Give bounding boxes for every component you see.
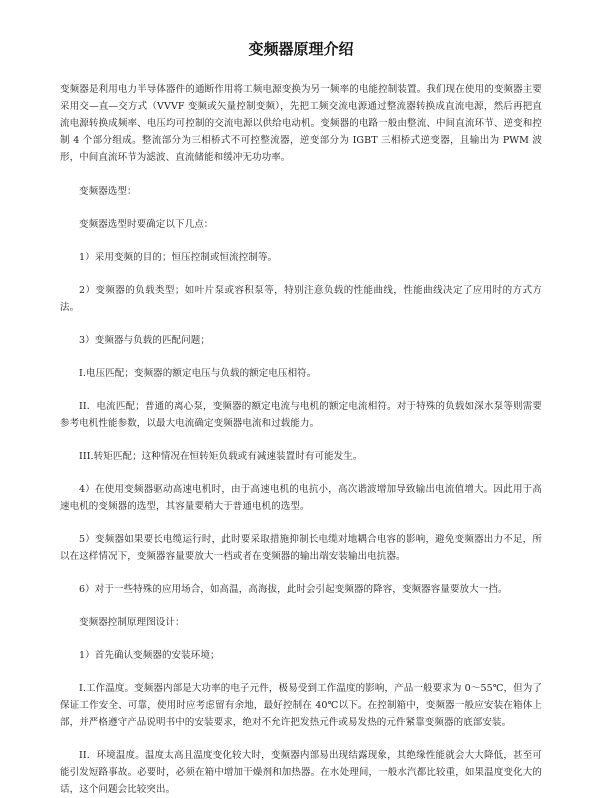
paragraph-torque-match: III.转矩匹配；这种情况在恒转矩负载或有减速装置时有可能发生。 (79, 451, 363, 462)
paragraph-item-6: 6）对于一些特殊的应用场合，如高温，高海拔，此时会引起变频器的降容，变频器容量要放大一挡。 (79, 584, 508, 595)
document-title: 变频器原理介绍 (248, 40, 354, 58)
paragraph-intro: 变频器是利用电力半导体器件的通断作用将工频电源变换为另一频率的电能控制装置。我们现在使用的变频器主要采用交—直—交方式（VVVF 变频或矢量控制变频），先把工频交流电源通过整流器转换成直流电源，然后再把直流电源转换成频率、电压均可控制的交流电源以供给电动机。变频器的电路一般由整流、中间直流环节、逆变和控制 4 个部分组成。整流部分为三相桥式不可控整流器，逆变部分为 IGBT 三相桥式逆变器，且输出为 PWM 波形，中间直流环节为滤波、直流储能和缓冲无功功率。 (60, 84, 542, 163)
paragraph-item-3: 3）变频器与负载的匹配问题； (79, 335, 210, 346)
paragraph-current-match: II．电流匹配；普通的离心泵，变频器的额定电流与电机的额定电流相符。对于特殊的负载如深水泵等则需要参考电机性能参数，以最大电流确定变频器电流和过载能力。 (60, 401, 542, 429)
paragraph-environment-temperature: II．环境温度。温度太高且温度变化较大时，变频器内部易出现结露现象，其绝缘性能就会大大降低，甚至可能引发短路事故。必要时，必须在箱中增加干燥剂和加热器。在水处理间，一般水汽都比较重，如果温度变化大的话，这个问题会比较突出。 (60, 750, 542, 795)
paragraph-item-5: 5）变频器如果要长电缆运行时，此时要采取措施抑制长电缆对地耦合电容的影响，避免变频器出力不足，所以在这样情况下，变频器容量要放大一档或者在变频器的输出端安装输出电抗器。 (60, 534, 542, 562)
paragraph-item-4: 4）在使用变频器驱动高速电机时，由于高速电机的电抗小，高次谐波增加导致输出电流值增大。因此用于高速电机的变频器的选型，其容量要稍大于普通电机的选型。 (60, 484, 542, 512)
paragraph-item-1: 1）采用变频的目的；恒压控制或恒流控制等。 (79, 252, 278, 263)
paragraph-selection-heading: 变频器选型： (79, 186, 137, 197)
paragraph-selection-points: 变频器选型时要确定以下几点： (79, 219, 214, 230)
paragraph-voltage-match: I.电压匹配；变频器的额定电压与负载的额定电压相符。 (79, 368, 317, 379)
paragraph-working-temperature: I.工作温度。变频器内部是大功率的电子元件，极易受到工作温度的影响，产品一般要求为 0～55℃，但为了保证工作安全、可靠，使用时应考虑留有余地，最好控制在 40℃以下。在控制箱中，变频器一般应安装在箱体上部，并严格遵守产品说明书中的安装要求，绝对不允许把发热元件或易发热的元件紧靠变频器的底部安装。 (60, 683, 542, 728)
paragraph-design-item-1: 1）首先确认变频器的安装环境； (79, 650, 220, 661)
paragraph-item-2: 2）变频器的负载类型；如叶片泵或容积泵等，特别注意负载的性能曲线，性能曲线决定了应用时的方式方法。 (60, 285, 542, 313)
paragraph-design-heading: 变频器控制原理图设计： (79, 617, 185, 628)
